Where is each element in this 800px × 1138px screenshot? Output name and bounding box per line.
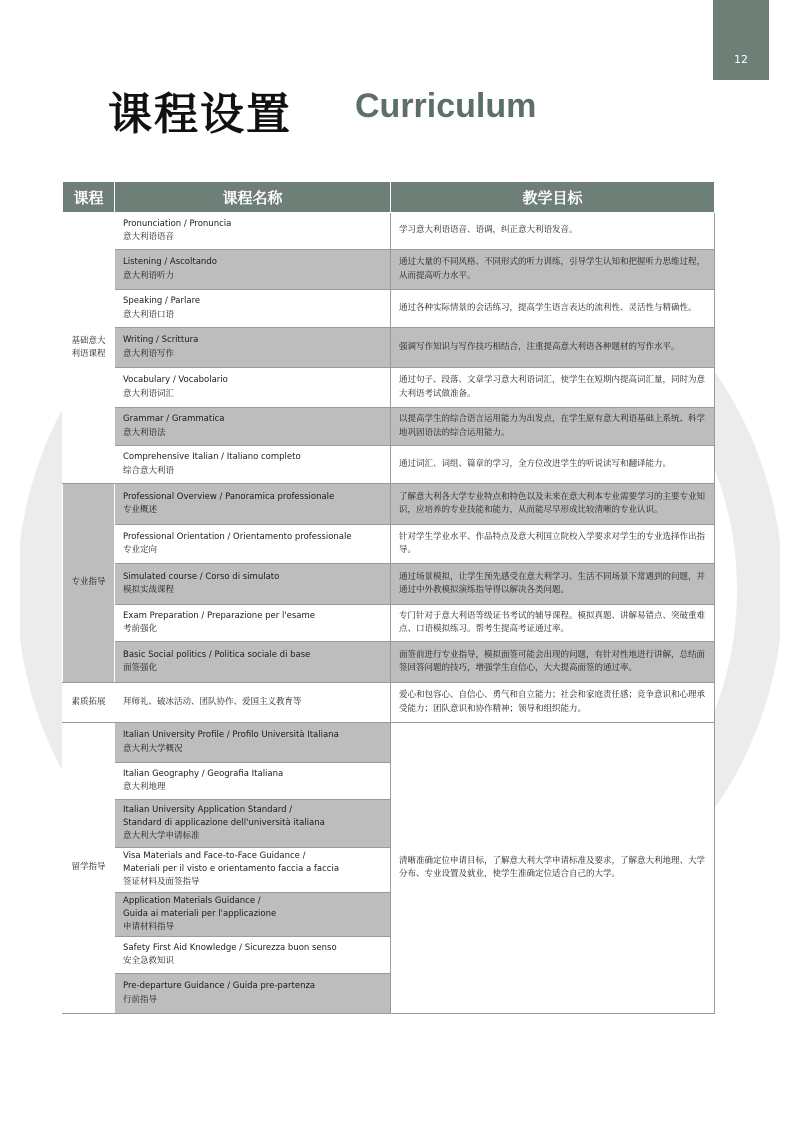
- course-name-cell: [115, 605, 391, 642]
- course-name-english: Grammar / Grammatica: [123, 414, 225, 425]
- teaching-goal-cell: [391, 683, 715, 723]
- course-name-english: Italian Geography / Geografia Italiana: [123, 768, 284, 779]
- course-name-cell: [115, 213, 391, 250]
- course-name-english: Writing / Scrittura: [123, 335, 199, 346]
- course-name-chinese: 意大利语口语: [123, 309, 175, 320]
- teaching-goal-cell: [391, 328, 715, 368]
- course-name-chinese: 模拟实战课程: [123, 585, 175, 595]
- course-name-cell: [115, 723, 391, 763]
- course-name-chinese: 拜师礼、破冰活动、团队协作、爱国主义教育等: [123, 696, 302, 707]
- table-row: [63, 683, 715, 723]
- course-name-chinese: 意大利语听力: [123, 270, 175, 281]
- course-name-english: Exam Preparation / Preparazione per l'esame: [123, 610, 316, 621]
- category-cell: 专业指导: [63, 484, 115, 683]
- course-name-cell: [115, 937, 391, 974]
- teaching-goal-cell: [391, 250, 715, 290]
- course-name-cell: [115, 848, 391, 893]
- course-name-chinese: 意大利大学概况: [123, 743, 183, 754]
- teaching-goal-cell: [391, 368, 715, 408]
- table-header-row: [63, 182, 715, 213]
- course-name-chinese: 意大利语法: [123, 427, 166, 438]
- category-cell: 留学指导: [63, 723, 115, 1014]
- teaching-goal-cell: [391, 484, 715, 525]
- teaching-goal-cell: [391, 605, 715, 642]
- course-name-english: Pronunciation / Pronuncia: [123, 218, 232, 229]
- category-cell: 基础意大利语课程: [63, 213, 115, 484]
- table-row: [63, 250, 715, 290]
- course-name-chinese: 安全急救知识: [123, 956, 175, 967]
- teaching-goal-text: 通过大量的不同风格、不同形式的听力训练，引导学生认知和把握听力思维过程，从而提高听力水平。: [399, 257, 706, 281]
- page-number-tab: [713, 0, 769, 80]
- teaching-goal-text: 针对学生学业水平、作品特点及意大利国立院校入学要求对学生的专业选择作出指导。: [399, 531, 706, 555]
- course-name-cell: [115, 328, 391, 368]
- course-name-english: Italian University Profile / Profilo Università Italiana: [123, 730, 339, 741]
- course-name-chinese: 专业概述: [123, 505, 158, 515]
- course-name-cell: [115, 892, 391, 937]
- course-name-english: Pre-departure Guidance / Guida pre-partenza: [123, 981, 316, 992]
- header-course-name: 课程名称: [115, 182, 391, 213]
- course-name-cell: [115, 408, 391, 446]
- course-name-chinese: 面签强化: [123, 663, 158, 673]
- teaching-goal-cell: [391, 290, 715, 328]
- teaching-goal-text: 了解意大利各大学专业特点和特色以及未来在意大利本专业需要学习的主要专业知识，应培养的专业技能和能力，从而能尽早形成比较清晰的专业认识。: [399, 491, 706, 515]
- category-cell: 素质拓展: [63, 683, 115, 723]
- course-name-english: Application Materials Guidance / Guida ai materiali per l'applicazione: [123, 895, 277, 919]
- course-name-chinese: 意大利大学申请标准: [123, 831, 200, 842]
- course-name-english: Professional Overview / Panoramica professionale: [123, 491, 335, 502]
- table-row: [63, 723, 715, 763]
- table-row: [63, 642, 715, 683]
- table-row: [63, 605, 715, 642]
- course-name-cell: [115, 800, 391, 848]
- course-name-chinese: 考前强化: [123, 624, 158, 634]
- teaching-goal-text: 以提高学生的综合语言运用能力为出发点，在学生原有意大利语基础上系统、科学地巩固语法的综合运用能力。: [399, 414, 706, 438]
- teaching-goal-text: 强调写作知识与写作技巧相结合，注重提高意大利语各种题材的写作水平。: [399, 341, 680, 352]
- course-name-chinese: 综合意大利语: [123, 465, 175, 476]
- teaching-goal-text: 通过各种实际情景的会话练习，提高学生语言表达的流利性、灵活性与精确性。: [399, 302, 697, 313]
- course-name-cell: [115, 763, 391, 800]
- course-name-chinese: 行前指导: [123, 994, 158, 1005]
- teaching-goal-text: 爱心和包容心、自信心、勇气和自立能力；社会和家庭责任感；竞争意识和心理承受能力；团队意识和协作精神；领导和组织能力。: [399, 690, 706, 714]
- course-name-cell: [115, 368, 391, 408]
- course-name-chinese: 申请材料指导: [123, 921, 175, 932]
- teaching-goal-cell: [391, 525, 715, 564]
- course-name-cell: [115, 525, 391, 564]
- teaching-goal-text: 通过词汇、词组、篇章的学习，全方位改进学生的听说读写和翻译能力。: [399, 458, 672, 469]
- course-name-cell: [115, 250, 391, 290]
- teaching-goal-cell: [391, 564, 715, 605]
- course-name-english: Speaking / Parlare: [123, 296, 201, 307]
- teaching-goal-text: 清晰准确定位申请目标，了解意大利大学申请标准及要求，了解意大利地理、大学分布、专业设置及就业，使学生准确定位适合自己的大学。: [399, 855, 706, 880]
- course-name-english: Comprehensive Italian / Italiano completo: [123, 452, 301, 463]
- teaching-goal-cell: [391, 408, 715, 446]
- page-title-chinese: 课程设置: [108, 89, 292, 140]
- teaching-goal-cell: [391, 213, 715, 250]
- header-course: 课程: [63, 182, 115, 213]
- page-number: 12: [734, 53, 748, 66]
- course-name-english: Vocabulary / Vocabolario: [123, 375, 228, 386]
- course-name-english: Basic Social politics / Politica sociale di base: [123, 649, 311, 660]
- course-name-cell: [115, 484, 391, 525]
- course-name-cell: [115, 642, 391, 683]
- teaching-goal-text: 面签前进行专业指导，模拟面签可能会出现的问题，有针对性地进行讲解，总结面签回答问题的技巧，增强学生自信心，大大提高面签的通过率。: [399, 649, 706, 673]
- page-title-english: Curriculum: [355, 87, 537, 125]
- teaching-goal-cell: [391, 642, 715, 683]
- course-name-cell: [115, 564, 391, 605]
- table-row: [63, 368, 715, 408]
- course-name-chinese: 专业定向: [123, 545, 158, 555]
- teaching-goal-text: 通过句子、段落、文章学习意大利语词汇，使学生在短期内提高词汇量，同时为意大利语考试做准备。: [399, 375, 706, 399]
- course-name-cell: [115, 683, 391, 723]
- table-row: [63, 564, 715, 605]
- course-name-chinese: 意大利语词汇: [123, 388, 175, 399]
- teaching-goal-cell: [391, 723, 715, 1014]
- table-row: [63, 446, 715, 484]
- teaching-goal-text: 专门针对于意大利语等级证书考试的辅导课程。模拟真题、讲解易错点、突破重难点、口语模拟练习。帮考生提高考证通过率。: [399, 610, 706, 634]
- course-name-cell: [115, 446, 391, 484]
- course-name-english: Listening / Ascoltando: [123, 257, 217, 268]
- table-row: [63, 328, 715, 368]
- table-row: [63, 213, 715, 250]
- teaching-goal-text: 学习意大利语语音、语调，纠正意大利语发音。: [399, 225, 578, 236]
- course-name-english: Simulated course / Corso di simulato: [123, 571, 280, 582]
- course-name-chinese: 意大利地理: [123, 782, 166, 792]
- course-name-english: Visa Materials and Face-to-Face Guidance / Materiali per il visto e orientamento faccia a faccia: [123, 851, 340, 875]
- course-name-chinese: 意大利语语音: [123, 232, 175, 242]
- course-name-english: Italian University Application Standard / Standard di applicazione dell'università italiana: [123, 804, 325, 828]
- table-row: [63, 525, 715, 564]
- header-teaching-goal: 教学目标: [391, 182, 715, 213]
- course-name-cell: [115, 974, 391, 1014]
- course-name-chinese: 签证材料及面签指导: [123, 877, 200, 888]
- course-name-cell: [115, 290, 391, 328]
- course-name-chinese: 意大利语写作: [123, 348, 175, 359]
- curriculum-table: [62, 181, 715, 1014]
- course-name-english: Safety First Aid Knowledge / Sicurezza buon senso: [123, 942, 337, 953]
- course-name-english: Professional Orientation / Orientamento professionale: [123, 531, 352, 542]
- teaching-goal-text: 通过场景模拟，让学生预先感受在意大利学习、生活不同场景下常遇到的问题，并通过中外教模拟演练指导得以解决各类问题。: [399, 571, 706, 595]
- table-row: [63, 290, 715, 328]
- table-row: [63, 484, 715, 525]
- table-row: [63, 408, 715, 446]
- teaching-goal-cell: [391, 446, 715, 484]
